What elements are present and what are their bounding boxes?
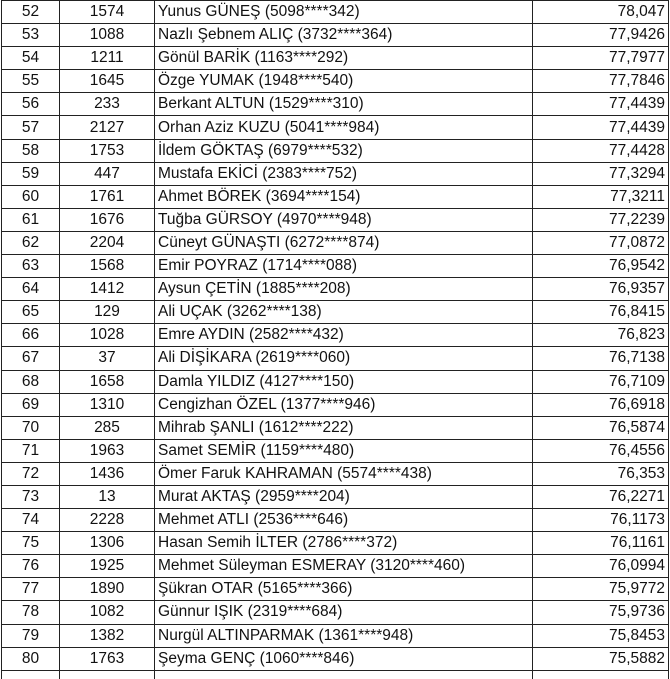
- score-cell: 75,8453: [533, 624, 669, 647]
- code-cell: 2204: [60, 231, 155, 254]
- code-cell: 1382: [60, 624, 155, 647]
- rank-cell: 66: [2, 324, 60, 347]
- name-cell: Gönül BARİK (1163****292): [155, 47, 533, 70]
- score-cell: 76,9542: [533, 255, 669, 278]
- rank-cell: 56: [2, 93, 60, 116]
- score-cell: 77,4439: [533, 116, 669, 139]
- score-cell: 77,9426: [533, 24, 669, 47]
- table-row: [2, 70, 669, 93]
- empty-cell: [155, 670, 533, 679]
- rank-cell: 73: [2, 485, 60, 508]
- score-cell: 77,7846: [533, 70, 669, 93]
- table-row: [2, 324, 669, 347]
- name-cell: Şeyma GENÇ (1060****846): [155, 647, 533, 670]
- rank-cell: 71: [2, 439, 60, 462]
- rank-cell: 68: [2, 370, 60, 393]
- rank-cell: 75: [2, 532, 60, 555]
- code-cell: 1574: [60, 1, 155, 24]
- table-row: [2, 301, 669, 324]
- code-cell: 1763: [60, 647, 155, 670]
- table-row: [2, 231, 669, 254]
- score-cell: 77,4439: [533, 93, 669, 116]
- rank-cell: 67: [2, 347, 60, 370]
- name-cell: Samet SEMİR (1159****480): [155, 439, 533, 462]
- code-cell: 2127: [60, 116, 155, 139]
- rank-cell: 72: [2, 462, 60, 485]
- code-cell: 1310: [60, 393, 155, 416]
- score-cell: 75,5882: [533, 647, 669, 670]
- code-cell: 13: [60, 485, 155, 508]
- results-table: [1, 0, 669, 679]
- table-row: [2, 578, 669, 601]
- code-cell: 129: [60, 301, 155, 324]
- table-row: [2, 647, 669, 670]
- score-cell: 76,823: [533, 324, 669, 347]
- table-row: [2, 208, 669, 231]
- code-cell: 1211: [60, 47, 155, 70]
- code-cell: 233: [60, 93, 155, 116]
- rank-cell: 64: [2, 278, 60, 301]
- score-cell: 77,4428: [533, 139, 669, 162]
- rank-cell: 76: [2, 555, 60, 578]
- name-cell: Aysun ÇETİN (1885****208): [155, 278, 533, 301]
- table-row: [2, 24, 669, 47]
- table-row: [2, 93, 669, 116]
- table-row: [2, 278, 669, 301]
- rank-cell: 80: [2, 647, 60, 670]
- code-cell: 2228: [60, 509, 155, 532]
- table-row: [2, 485, 669, 508]
- table-row: [2, 139, 669, 162]
- code-cell: 1761: [60, 185, 155, 208]
- table-row: [2, 601, 669, 624]
- score-cell: 77,3211: [533, 185, 669, 208]
- score-cell: 76,9357: [533, 278, 669, 301]
- rank-cell: 74: [2, 509, 60, 532]
- name-cell: Ahmet BÖREK (3694****154): [155, 185, 533, 208]
- table-row: [2, 532, 669, 555]
- empty-cell: [2, 670, 60, 679]
- table-row: [2, 347, 669, 370]
- code-cell: 447: [60, 162, 155, 185]
- name-cell: Tuğba GÜRSOY (4970****948): [155, 208, 533, 231]
- name-cell: Cengizhan ÖZEL (1377****946): [155, 393, 533, 416]
- table-row: [2, 555, 669, 578]
- results-table-body: [2, 1, 669, 679]
- table-row: [2, 1, 669, 24]
- name-cell: Ömer Faruk KAHRAMAN (5574****438): [155, 462, 533, 485]
- code-cell: 1088: [60, 24, 155, 47]
- code-cell: 1082: [60, 601, 155, 624]
- score-cell: 76,353: [533, 462, 669, 485]
- score-cell: 77,2239: [533, 208, 669, 231]
- rank-cell: 52: [2, 1, 60, 24]
- code-cell: 1306: [60, 532, 155, 555]
- rank-cell: 60: [2, 185, 60, 208]
- rank-cell: 77: [2, 578, 60, 601]
- score-cell: 76,7138: [533, 347, 669, 370]
- rank-cell: 57: [2, 116, 60, 139]
- table-row: [2, 509, 669, 532]
- rank-cell: 61: [2, 208, 60, 231]
- score-cell: 76,1161: [533, 532, 669, 555]
- name-cell: Damla YILDIZ (4127****150): [155, 370, 533, 393]
- score-cell: 78,047: [533, 1, 669, 24]
- name-cell: Şükran OTAR (5165****366): [155, 578, 533, 601]
- name-cell: Nurgül ALTINPARMAK (1361****948): [155, 624, 533, 647]
- rank-cell: 79: [2, 624, 60, 647]
- score-cell: 77,3294: [533, 162, 669, 185]
- rank-cell: 70: [2, 416, 60, 439]
- score-cell: 76,8415: [533, 301, 669, 324]
- score-cell: 76,7109: [533, 370, 669, 393]
- table-row: [2, 462, 669, 485]
- name-cell: Emir POYRAZ (1714****088): [155, 255, 533, 278]
- name-cell: Mehmet Süleyman ESMERAY (3120****460): [155, 555, 533, 578]
- rank-cell: 65: [2, 301, 60, 324]
- table-row: [2, 255, 669, 278]
- code-cell: 1436: [60, 462, 155, 485]
- table-row-partial: [2, 670, 669, 679]
- code-cell: 1753: [60, 139, 155, 162]
- code-cell: 37: [60, 347, 155, 370]
- table-row: [2, 370, 669, 393]
- rank-cell: 59: [2, 162, 60, 185]
- name-cell: Günnur IŞIK (2319****684): [155, 601, 533, 624]
- rank-cell: 54: [2, 47, 60, 70]
- name-cell: Cüneyt GÜNAŞTI (6272****874): [155, 231, 533, 254]
- rank-cell: 58: [2, 139, 60, 162]
- score-cell: 75,9736: [533, 601, 669, 624]
- code-cell: 285: [60, 416, 155, 439]
- code-cell: 1412: [60, 278, 155, 301]
- empty-cell: [60, 670, 155, 679]
- name-cell: Nazlı Şebnem ALIÇ (3732****364): [155, 24, 533, 47]
- name-cell: Orhan Aziz KUZU (5041****984): [155, 116, 533, 139]
- rank-cell: 63: [2, 255, 60, 278]
- name-cell: Mehmet ATLI (2536****646): [155, 509, 533, 532]
- score-cell: 76,6918: [533, 393, 669, 416]
- name-cell: Hasan Semih İLTER (2786****372): [155, 532, 533, 555]
- table-row: [2, 416, 669, 439]
- score-cell: 76,0994: [533, 555, 669, 578]
- score-cell: 77,0872: [533, 231, 669, 254]
- table-row: [2, 624, 669, 647]
- table-row: [2, 439, 669, 462]
- name-cell: İldem GÖKTAŞ (6979****532): [155, 139, 533, 162]
- code-cell: 1658: [60, 370, 155, 393]
- name-cell: Mihrab ŞANLI (1612****222): [155, 416, 533, 439]
- code-cell: 1925: [60, 555, 155, 578]
- code-cell: 1890: [60, 578, 155, 601]
- table-row: [2, 116, 669, 139]
- name-cell: Ali DİŞİKARA (2619****060): [155, 347, 533, 370]
- empty-cell: [533, 670, 669, 679]
- code-cell: 1568: [60, 255, 155, 278]
- code-cell: 1963: [60, 439, 155, 462]
- rank-cell: 55: [2, 70, 60, 93]
- score-cell: 76,4556: [533, 439, 669, 462]
- table-row: [2, 393, 669, 416]
- code-cell: 1676: [60, 208, 155, 231]
- name-cell: Murat AKTAŞ (2959****204): [155, 485, 533, 508]
- name-cell: Ali UÇAK (3262****138): [155, 301, 533, 324]
- code-cell: 1028: [60, 324, 155, 347]
- name-cell: Yunus GÜNEŞ (5098****342): [155, 1, 533, 24]
- rank-cell: 69: [2, 393, 60, 416]
- rank-cell: 62: [2, 231, 60, 254]
- table-row: [2, 162, 669, 185]
- score-cell: 77,7977: [533, 47, 669, 70]
- name-cell: Mustafa EKİCİ (2383****752): [155, 162, 533, 185]
- table-row: [2, 185, 669, 208]
- code-cell: 1645: [60, 70, 155, 93]
- table-row: [2, 47, 669, 70]
- score-cell: 75,9772: [533, 578, 669, 601]
- score-cell: 76,5874: [533, 416, 669, 439]
- rank-cell: 53: [2, 24, 60, 47]
- name-cell: Berkant ALTUN (1529****310): [155, 93, 533, 116]
- name-cell: Özge YUMAK (1948****540): [155, 70, 533, 93]
- score-cell: 76,2271: [533, 485, 669, 508]
- score-cell: 76,1173: [533, 509, 669, 532]
- name-cell: Emre AYDIN (2582****432): [155, 324, 533, 347]
- rank-cell: 78: [2, 601, 60, 624]
